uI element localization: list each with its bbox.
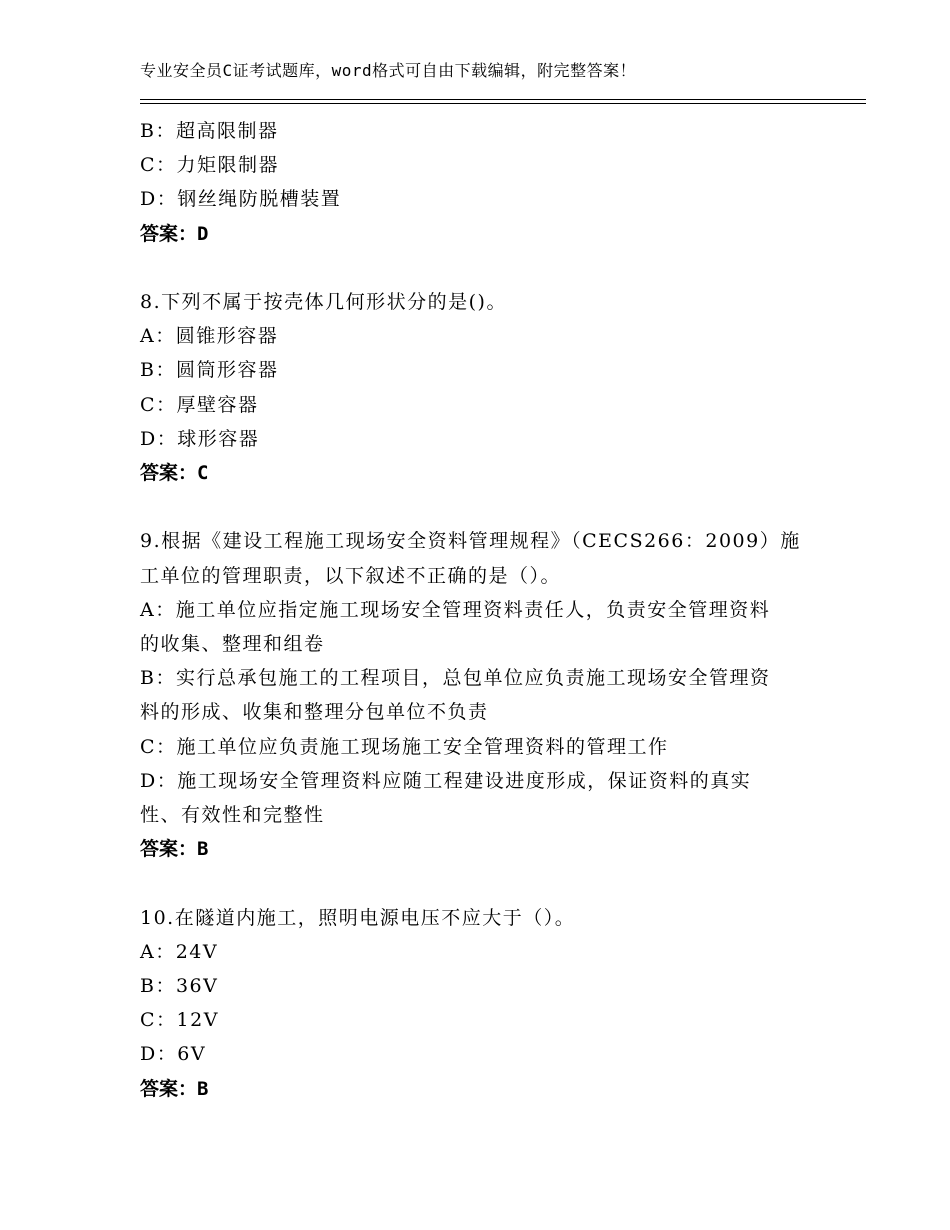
option-d: D：球形容器 bbox=[140, 427, 260, 450]
option-b: B：36V bbox=[140, 975, 219, 998]
spacer bbox=[140, 490, 810, 524]
spacer bbox=[140, 251, 810, 285]
option-c: C：施工单位应负责施工现场施工安全管理资料的管理工作 bbox=[140, 735, 669, 758]
option-d: D：钢丝绳防脱槽装置 bbox=[140, 188, 342, 211]
question-text-line-2: 工单位的管理职责，以下叙述不正确的是（）。 bbox=[140, 564, 562, 587]
question-7 bbox=[140, 114, 810, 251]
option-d-line-1: D：施工现场安全管理资料应随工程建设进度形成，保证资料的真实 bbox=[140, 769, 752, 792]
spacer bbox=[140, 866, 810, 900]
option-a: A：圆锥形容器 bbox=[140, 325, 279, 348]
question-9 bbox=[140, 524, 810, 866]
question-10 bbox=[140, 901, 810, 1106]
question-8 bbox=[140, 285, 810, 490]
question-text: 8.下列不属于按壳体几何形状分的是()。 bbox=[140, 291, 507, 313]
option-b-line-2: 料的形成、收集和整理分包单位不负责 bbox=[140, 701, 489, 724]
option-b-line-1: B：实行总承包施工的工程项目，总包单位应负责施工现场安全管理资 bbox=[140, 667, 771, 690]
option-c: C：力矩限制器 bbox=[140, 154, 280, 177]
answer: 答案：C bbox=[140, 462, 209, 485]
option-b: B：超高限制器 bbox=[140, 120, 279, 142]
header-rule-top bbox=[140, 99, 866, 100]
question-text: 10.在隧道内施工，照明电源电压不应大于（）。 bbox=[140, 906, 576, 929]
answer: 答案：B bbox=[140, 838, 209, 861]
header-rule-bottom bbox=[140, 103, 866, 104]
page-header: 专业安全员C证考试题库，word格式可自由下载编辑，附完整答案！ bbox=[140, 61, 637, 80]
option-c: C：厚壁容器 bbox=[140, 393, 259, 416]
option-a: A：24V bbox=[140, 940, 219, 963]
option-a-line-1: A：施工单位应指定施工现场安全管理资料责任人，负责安全管理资料 bbox=[140, 598, 771, 621]
answer: 答案：D bbox=[140, 222, 209, 245]
option-c: C：12V bbox=[140, 1009, 219, 1032]
option-a-line-2: 的收集、整理和组卷 bbox=[140, 633, 325, 656]
question-text-line-1: 9.根据《建设工程施工现场安全资料管理规程》（CECS266：2009）施 bbox=[140, 530, 801, 553]
option-b: B：圆筒形容器 bbox=[140, 359, 279, 382]
option-d-line-2: 性、有效性和完整性 bbox=[140, 804, 325, 827]
question-list bbox=[140, 114, 810, 1106]
answer: 答案：B bbox=[140, 1077, 209, 1100]
option-d: D：6V bbox=[140, 1043, 207, 1066]
